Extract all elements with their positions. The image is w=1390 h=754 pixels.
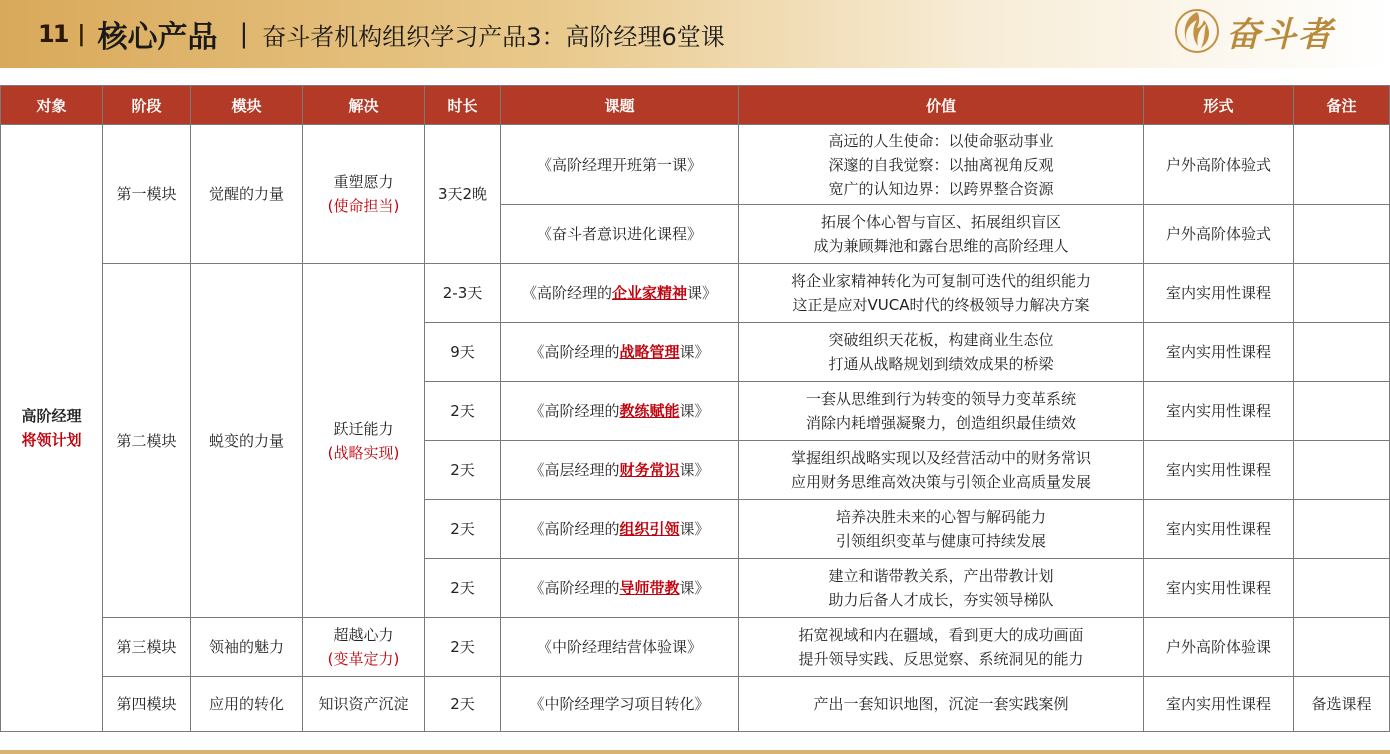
value-line: 拓展个体心智与盲区、拓展组织盲区 — [820, 213, 1061, 231]
value-line: 这正是应对VUCA时代的终极领导力解决方案 — [792, 296, 1090, 314]
footer-bar — [0, 750, 1390, 754]
object-plan: 将领计划 — [21, 431, 82, 449]
value-line: 高远的人生使命：以使命驱动事业 — [828, 131, 1054, 150]
value-cell — [739, 323, 1144, 382]
page-number: 11 — [38, 20, 68, 48]
table-row — [1, 618, 1390, 677]
form-cell: 户外高阶体验式 — [1144, 125, 1294, 205]
value-line: 拓宽视域和内在疆域，看到更大的成功画面 — [798, 626, 1084, 644]
form-cell: 室内实用性课程 — [1144, 559, 1294, 618]
topic-cell: 《高阶经理开班第一课》 — [501, 125, 739, 205]
value-line: 应用财务思维高效决策与引领企业高质量发展 — [790, 473, 1091, 491]
topic-prefix: 《高阶经理的 — [529, 343, 620, 361]
duration-cell: 2天 — [425, 559, 501, 618]
topic-suffix: 课》 — [679, 343, 710, 361]
note-cell — [1294, 382, 1390, 441]
col-header-module: 模块 — [191, 86, 303, 125]
module-cell: 蜕变的力量 — [191, 264, 303, 618]
form-cell: 室内实用性课程 — [1144, 323, 1294, 382]
topic-prefix: 《高层经理的 — [529, 461, 620, 479]
solve-cell — [303, 264, 425, 618]
module-cell: 觉醒的力量 — [191, 125, 303, 264]
duration-cell: 2天 — [425, 677, 501, 732]
topic-cell: 《中阶经理结营体验课》 — [501, 618, 739, 677]
form-cell: 室内实用性课程 — [1144, 500, 1294, 559]
stage-cell: 第一模块 — [103, 125, 191, 264]
value-cell — [739, 500, 1144, 559]
value-line: 突破组织天花板，构建商业生态位 — [828, 331, 1054, 349]
value-line: 成为兼顾舞池和露台思维的高阶经理人 — [813, 237, 1069, 255]
col-header-stage: 阶段 — [103, 86, 191, 125]
note-cell — [1294, 323, 1390, 382]
value-line: 培养决胜未来的心智与解码能力 — [835, 508, 1046, 526]
value-line: 引领组织变革与健康可持续发展 — [835, 532, 1046, 550]
solve-main: 重塑愿力 — [333, 173, 394, 191]
topic-suffix: 课》 — [679, 461, 710, 479]
value-cell: 产出一套知识地图，沉淀一套实践案例 — [739, 677, 1144, 732]
duration-cell: 2天 — [425, 382, 501, 441]
value-line: 将企业家精神转化为可复制可迭代的组织能力 — [790, 272, 1091, 290]
note-cell — [1294, 500, 1390, 559]
stage-cell: 第二模块 — [103, 264, 191, 618]
solve-main: 跃迁能力 — [333, 419, 394, 438]
duration-cell: 2天 — [425, 441, 501, 500]
table-row — [1, 677, 1390, 732]
topic-suffix: 课》 — [679, 402, 710, 420]
value-cell — [739, 559, 1144, 618]
form-cell: 户外高阶体验式 — [1144, 205, 1294, 264]
solve-sub: (变革定力) — [327, 650, 400, 668]
note-cell — [1294, 618, 1390, 677]
col-header-topic: 课题 — [501, 86, 739, 125]
topic-cell — [501, 500, 739, 559]
value-cell — [739, 618, 1144, 677]
flame-swirl-icon — [1174, 8, 1220, 54]
topic-highlight: 导师带教 — [619, 579, 680, 597]
value-cell — [739, 382, 1144, 441]
topic-prefix: 《高阶经理的 — [529, 520, 620, 538]
topic-cell — [501, 382, 739, 441]
topic-prefix: 《高阶经理的 — [529, 402, 620, 420]
topic-cell — [501, 441, 739, 500]
course-table — [0, 85, 1390, 732]
col-header-form: 形式 — [1144, 86, 1294, 125]
note-cell — [1294, 264, 1390, 323]
topic-cell — [501, 323, 739, 382]
value-cell — [739, 441, 1144, 500]
value-line: 提升领导实践、反思觉察、系统洞见的能力 — [798, 650, 1084, 668]
value-line: 建立和谐带教关系，产出带教计划 — [828, 567, 1054, 585]
table-row — [1, 125, 1390, 205]
solve-cell — [303, 125, 425, 264]
topic-cell — [501, 264, 739, 323]
topic-highlight: 企业家精神 — [611, 284, 687, 302]
form-cell: 室内实用性课程 — [1144, 441, 1294, 500]
value-line: 消除内耗增强凝聚力，创造组织最佳绩效 — [805, 414, 1076, 432]
value-cell — [739, 264, 1144, 323]
value-cell — [739, 205, 1144, 264]
topic-highlight: 组织引领 — [619, 520, 680, 538]
page-title: 核心产品 — [97, 20, 218, 55]
module-cell: 应用的转化 — [191, 677, 303, 732]
form-cell: 室内实用性课程 — [1144, 264, 1294, 323]
value-cell — [739, 125, 1144, 205]
topic-highlight: 教练赋能 — [619, 402, 680, 420]
col-header-duration: 时长 — [425, 86, 501, 125]
table-row — [1, 264, 1390, 323]
topic-suffix: 课》 — [679, 520, 710, 538]
value-line: 打通从战略规划到绩效成果的桥梁 — [828, 355, 1054, 373]
note-cell — [1294, 441, 1390, 500]
topic-suffix: 课》 — [679, 579, 710, 597]
note-cell — [1294, 125, 1390, 205]
col-header-value: 价值 — [739, 86, 1144, 125]
solve-sub: (战略实现) — [327, 443, 400, 462]
solve-cell — [303, 618, 425, 677]
duration-cell: 9天 — [425, 323, 501, 382]
topic-cell — [501, 559, 739, 618]
form-cell: 室内实用性课程 — [1144, 382, 1294, 441]
header-title-group — [38, 10, 725, 58]
solve-sub: (使命担当) — [327, 197, 400, 215]
form-cell: 户外高阶体验课 — [1144, 618, 1294, 677]
value-line: 一套从思维到行为转变的领导力变革系统 — [805, 390, 1076, 408]
topic-highlight: 战略管理 — [619, 343, 680, 361]
duration-cell: 2-3天 — [425, 264, 501, 323]
brand-logo-text: 奋斗者 — [1226, 14, 1334, 55]
topic-cell: 《奋斗者意识进化课程》 — [501, 205, 739, 264]
stage-cell: 第三模块 — [103, 618, 191, 677]
form-cell: 室内实用性课程 — [1144, 677, 1294, 732]
col-header-object: 对象 — [1, 86, 103, 125]
title-divider: | — [239, 19, 249, 49]
brand-logo — [1174, 6, 1334, 56]
topic-prefix: 《高阶经理的 — [529, 579, 620, 597]
value-line: 深邃的自我觉察：以抽离视角反观 — [828, 155, 1054, 174]
topic-prefix: 《高阶经理的 — [521, 284, 612, 302]
solve-main: 超越心力 — [333, 626, 394, 644]
topic-cell: 《中阶经理学习项目转化》 — [501, 677, 739, 732]
duration-cell: 2天 — [425, 500, 501, 559]
header-divider: | — [77, 21, 86, 47]
note-cell — [1294, 559, 1390, 618]
page-subtitle: 奋斗者机构组织学习产品3：高阶经理6堂课 — [262, 22, 725, 51]
duration-cell: 3天2晚 — [425, 125, 501, 264]
object-cell — [1, 125, 103, 732]
note-cell — [1294, 205, 1390, 264]
solve-cell: 知识资产沉淀 — [303, 677, 425, 732]
value-line: 助力后备人才成长，夯实领导梯队 — [828, 591, 1054, 609]
topic-highlight: 财务常识 — [619, 461, 680, 479]
note-cell: 备选课程 — [1294, 677, 1390, 732]
stage-cell: 第四模块 — [103, 677, 191, 732]
value-line: 掌握组织战略实现以及经营活动中的财务常识 — [790, 449, 1091, 467]
col-header-note: 备注 — [1294, 86, 1390, 125]
value-line: 宽广的认知边界：以跨界整合资源 — [828, 179, 1054, 198]
object-name: 高阶经理 — [21, 407, 82, 425]
module-cell: 领袖的魅力 — [191, 618, 303, 677]
table-header-row — [1, 86, 1390, 125]
col-header-solve: 解决 — [303, 86, 425, 125]
topic-suffix: 课》 — [687, 284, 718, 302]
duration-cell: 2天 — [425, 618, 501, 677]
